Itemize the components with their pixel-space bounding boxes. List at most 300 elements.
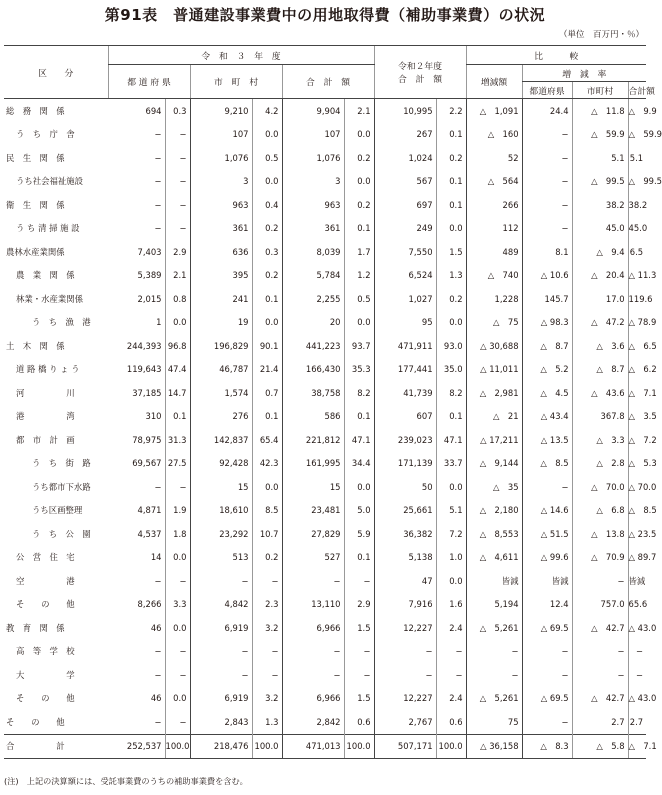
cell-value: 0.2 — [344, 146, 374, 170]
cell-value: 1 — [156, 317, 162, 328]
cell-value: 6,524 — [374, 264, 436, 288]
cell-value: 0.0 — [344, 123, 374, 147]
header-prefecture: 都 道 府 県 — [108, 65, 190, 99]
cell-value: 47.1 — [436, 428, 466, 452]
cell-value: 0.0 — [252, 170, 282, 194]
table-row — [4, 405, 646, 429]
cell-value: 45.0 — [572, 217, 628, 241]
cell-value: − — [572, 569, 628, 593]
cell-value: 218,476 — [190, 734, 252, 759]
cell-value: 7,403 — [137, 246, 162, 257]
cell-value: 12,227 — [374, 687, 436, 711]
cell-value: − — [522, 146, 572, 170]
header-compare: 比 較 — [466, 46, 646, 65]
cell-value: − — [628, 663, 646, 687]
cell-value: 361 — [282, 217, 344, 241]
cell-value: 0.3 — [165, 99, 190, 123]
cell-value: − — [165, 193, 190, 217]
cell-value: 249 — [374, 217, 436, 241]
cell-value: 4.2 — [252, 99, 282, 123]
row-label: う ち 公 園 — [32, 528, 91, 539]
cell-value: 0.0 — [165, 546, 190, 570]
cell-value: − — [154, 176, 162, 187]
header-category: 区 分 — [4, 46, 108, 99]
table-row — [4, 593, 646, 617]
cell-value: 0.1 — [436, 123, 466, 147]
cell-value: 5.1 — [572, 146, 628, 170]
row-label: うち社会福祉施設 — [16, 176, 83, 187]
row-label: 港 湾 — [16, 411, 75, 422]
cell-value: 41,739 — [374, 381, 436, 405]
cell-value: 0.4 — [252, 193, 282, 217]
cell-value: 119.6 — [628, 287, 646, 311]
cell-value: 489 — [466, 240, 522, 264]
table-row — [4, 734, 646, 759]
cell-value: 0.2 — [344, 193, 374, 217]
cell-value: 2.7 — [572, 710, 628, 734]
table-row — [4, 217, 646, 241]
cell-value: 1,574 — [190, 381, 252, 405]
cell-value: − — [282, 663, 344, 687]
cell-value: △ 11.3 — [628, 264, 646, 288]
cell-value: 244,393 — [126, 340, 162, 351]
cell-value: 2,015 — [137, 293, 162, 304]
cell-value: △ 9.9 — [628, 99, 646, 123]
cell-value: 皆減 — [466, 569, 522, 593]
cell-value: − — [374, 663, 436, 687]
cell-value: 0.0 — [436, 217, 466, 241]
cell-value: 1.2 — [344, 264, 374, 288]
cell-value: 45.0 — [628, 217, 646, 241]
cell-value: − — [628, 640, 646, 664]
cell-value: 36,382 — [374, 522, 436, 546]
cell-value: △ 69.5 — [522, 616, 572, 640]
cell-value: 0.0 — [165, 616, 190, 640]
cell-value: 0.2 — [436, 287, 466, 311]
cell-value: △ 3.6 — [572, 334, 628, 358]
cell-value: 10,995 — [374, 99, 436, 123]
cell-value: − — [522, 123, 572, 147]
cell-value: 2.1 — [344, 99, 374, 123]
cell-value: 3 — [190, 170, 252, 194]
cell-value: 0.5 — [252, 146, 282, 170]
cell-value: △ 13.5 — [522, 428, 572, 452]
cell-value: 1.3 — [436, 264, 466, 288]
cell-value: − — [466, 663, 522, 687]
cell-value: − — [165, 640, 190, 664]
cell-value: 239,023 — [374, 428, 436, 452]
cell-value: △ 564 — [466, 170, 522, 194]
cell-value: 252,537 — [108, 734, 165, 759]
cell-value: 38.2 — [628, 193, 646, 217]
cell-value: − — [154, 152, 162, 163]
cell-value: 367.8 — [572, 405, 628, 429]
cell-value: △ 59.9 — [572, 123, 628, 147]
cell-value: △ 5,261 — [466, 687, 522, 711]
cell-value: 23,481 — [282, 499, 344, 523]
cell-value: △ 5.2 — [522, 358, 572, 382]
cell-value: − — [165, 146, 190, 170]
cell-value: 35.0 — [436, 358, 466, 382]
header-r2-line2: 合 計 額 — [398, 75, 443, 85]
row-label: 土 木 関 係 — [6, 340, 65, 351]
cell-value: 38.2 — [572, 193, 628, 217]
cell-value: − — [190, 663, 252, 687]
cell-value: 161,995 — [282, 452, 344, 476]
row-label: 教 育 関 係 — [6, 622, 65, 633]
table-row — [4, 99, 646, 123]
table-row — [4, 264, 646, 288]
cell-value: 107 — [190, 123, 252, 147]
cell-value: 47 — [374, 569, 436, 593]
cell-value: 6,966 — [282, 616, 344, 640]
table-body — [4, 99, 662, 759]
cell-value: 9,210 — [190, 99, 252, 123]
table-row — [4, 663, 646, 687]
cell-value: 0.6 — [344, 710, 374, 734]
cell-value: 276 — [190, 405, 252, 429]
cell-value: − — [572, 640, 628, 664]
cell-value: 0.1 — [252, 287, 282, 311]
cell-value: 5,389 — [137, 270, 162, 281]
row-label: 河 川 — [16, 387, 75, 398]
table-row — [4, 428, 646, 452]
cell-value: 963 — [282, 193, 344, 217]
cell-value: 100.0 — [344, 734, 374, 759]
cell-value: △ 78.9 — [628, 311, 646, 335]
cell-value: 2.3 — [252, 593, 282, 617]
cell-value: 2.9 — [344, 593, 374, 617]
cell-value: 119,643 — [126, 364, 162, 375]
cell-value: 0.7 — [252, 381, 282, 405]
cell-value: − — [522, 710, 572, 734]
cell-value: △ 99.5 — [572, 170, 628, 194]
cell-value: − — [374, 640, 436, 664]
cell-value: 21.4 — [252, 358, 282, 382]
cell-value: 0.0 — [344, 311, 374, 335]
cell-value: 0.1 — [436, 193, 466, 217]
cell-value: △ 11,011 — [466, 358, 522, 382]
cell-value: 1.6 — [436, 593, 466, 617]
cell-value: △ 43.4 — [522, 405, 572, 429]
cell-value: 3.2 — [252, 616, 282, 640]
cell-value: △ 8.3 — [522, 734, 572, 759]
cell-value: △ 35 — [466, 475, 522, 499]
table-row — [4, 240, 646, 264]
cell-value: 4,537 — [137, 528, 162, 539]
cell-value: 513 — [190, 546, 252, 570]
cell-value: 10.7 — [252, 522, 282, 546]
cell-value: 69,567 — [132, 458, 162, 469]
table-row — [4, 311, 646, 335]
cell-value: △ 70.0 — [572, 475, 628, 499]
cell-value: △ 5.8 — [572, 734, 628, 759]
cell-value: 46,787 — [190, 358, 252, 382]
cell-value: 0.5 — [344, 287, 374, 311]
table-row — [4, 452, 646, 476]
cell-value: 65.6 — [628, 593, 646, 617]
cell-value: 5,194 — [466, 593, 522, 617]
row-label: そ の 他 — [16, 693, 75, 704]
header-total: 合 計 額 — [282, 65, 374, 99]
cell-value: 12.4 — [522, 593, 572, 617]
cell-value: 95 — [374, 311, 436, 335]
cell-value: 4,842 — [190, 593, 252, 617]
cell-value: 145.7 — [522, 287, 572, 311]
cell-value: 2,767 — [374, 710, 436, 734]
cell-value: 0.6 — [436, 710, 466, 734]
table-row — [4, 710, 646, 734]
cell-value: △ 1,091 — [466, 99, 522, 123]
cell-value: △ 8.7 — [572, 358, 628, 382]
cell-value: − — [522, 170, 572, 194]
cell-value: − — [522, 193, 572, 217]
cell-value: △ 10.6 — [522, 264, 572, 288]
table-row — [4, 170, 646, 194]
cell-value: 0.1 — [344, 217, 374, 241]
cell-value: 441,223 — [282, 334, 344, 358]
row-label: う ち 街 路 — [32, 458, 91, 469]
cell-value: 471,013 — [282, 734, 344, 759]
cell-value: 100.0 — [252, 734, 282, 759]
cell-value: 2.2 — [436, 99, 466, 123]
cell-value: △ 6.8 — [572, 499, 628, 523]
cell-value: 2,255 — [282, 287, 344, 311]
cell-value: 1.0 — [436, 546, 466, 570]
cell-value: 166,430 — [282, 358, 344, 382]
cell-value: 19 — [190, 311, 252, 335]
cell-value: △ 14.6 — [522, 499, 572, 523]
cell-value: 46 — [150, 622, 162, 633]
cell-value: 0.0 — [436, 475, 466, 499]
cell-value: △ 4,611 — [466, 546, 522, 570]
cell-value: 196,829 — [190, 334, 252, 358]
cell-value: 0.0 — [252, 475, 282, 499]
header-rate-muni: 市町村 — [572, 82, 628, 99]
cell-value: − — [466, 640, 522, 664]
cell-value: 38,758 — [282, 381, 344, 405]
cell-value: △ 59.9 — [628, 123, 646, 147]
cell-value: 14 — [150, 552, 162, 563]
cell-value: 6,966 — [282, 687, 344, 711]
cell-value: 52 — [466, 146, 522, 170]
cell-value: △ 3.5 — [628, 405, 646, 429]
cell-value: − — [344, 663, 374, 687]
cell-value: 567 — [374, 170, 436, 194]
cell-value: 8.2 — [344, 381, 374, 405]
cell-value: 0.2 — [252, 217, 282, 241]
row-label: 民 生 関 係 — [6, 152, 65, 163]
cell-value: − — [344, 640, 374, 664]
cell-value: △ 36,158 — [466, 734, 522, 759]
cell-value: 37,185 — [132, 387, 162, 398]
cell-value: △ 20.4 — [572, 264, 628, 288]
row-label: 公 営 住 宅 — [16, 552, 75, 563]
cell-value: △ 7.2 — [628, 428, 646, 452]
cell-value: 107 — [282, 123, 344, 147]
row-label: うち都市下水路 — [32, 481, 91, 492]
table-row — [4, 358, 646, 382]
cell-value: 694 — [145, 105, 162, 116]
cell-value: △ 8.5 — [628, 499, 646, 523]
cell-value: 1,027 — [374, 287, 436, 311]
cell-value: △ 8.7 — [522, 334, 572, 358]
cell-value: 6.5 — [628, 240, 646, 264]
table-row — [4, 381, 646, 405]
header-r2-line1: 令和２年度 — [398, 62, 443, 72]
page-title: 第91表 普通建設事業費中の用地取得費（補助事業費）の状況 — [104, 6, 546, 24]
row-label: 合 計 — [4, 734, 108, 759]
cell-value: − — [154, 481, 162, 492]
cell-value: △ 17,211 — [466, 428, 522, 452]
cell-value: 1,076 — [282, 146, 344, 170]
cell-value: 24.4 — [522, 99, 572, 123]
header-diff: 増減額 — [466, 65, 522, 99]
cell-value: 0.0 — [344, 170, 374, 194]
cell-value: △ 98.3 — [522, 311, 572, 335]
cell-value: 2.1 — [165, 264, 190, 288]
row-label: 道 路 橋 り ょ う — [16, 364, 80, 375]
cell-value: 0.0 — [165, 687, 190, 711]
cell-value: − — [522, 475, 572, 499]
cell-value: 17.0 — [572, 287, 628, 311]
cell-value: △ 8,553 — [466, 522, 522, 546]
cell-value: 8,266 — [137, 599, 162, 610]
header-r2 — [374, 46, 466, 99]
cell-value: − — [522, 217, 572, 241]
cell-value: 96.8 — [165, 334, 190, 358]
cell-value: 241 — [190, 287, 252, 311]
cell-value: − — [154, 129, 162, 140]
cell-value: 0.0 — [344, 475, 374, 499]
cell-value: 3.2 — [252, 687, 282, 711]
cell-value: 3 — [282, 170, 344, 194]
cell-value: 1,076 — [190, 146, 252, 170]
cell-value: − — [165, 170, 190, 194]
cell-value: − — [165, 710, 190, 734]
table-row — [4, 640, 646, 664]
cell-value: 607 — [374, 405, 436, 429]
cell-value: 15 — [282, 475, 344, 499]
cell-value: − — [154, 223, 162, 234]
cell-value: 14.7 — [165, 381, 190, 405]
cell-value: 35.3 — [344, 358, 374, 382]
table-row — [4, 287, 646, 311]
cell-value: − — [165, 475, 190, 499]
cell-value: 9,904 — [282, 99, 344, 123]
table-row — [4, 334, 646, 358]
cell-value: 47.1 — [344, 428, 374, 452]
cell-value: 0.1 — [344, 546, 374, 570]
cell-value: 100.0 — [436, 734, 466, 759]
cell-value: △ 42.7 — [572, 687, 628, 711]
cell-value: △ 2,981 — [466, 381, 522, 405]
cell-value: − — [165, 217, 190, 241]
cell-value: 12,227 — [374, 616, 436, 640]
cell-value: 2.4 — [436, 687, 466, 711]
cell-value: − — [252, 663, 282, 687]
cell-value: 31.3 — [165, 428, 190, 452]
cell-value: 78,975 — [132, 434, 162, 445]
cell-value: 18,610 — [190, 499, 252, 523]
cell-value: − — [344, 569, 374, 593]
cell-value: △ 43.0 — [628, 687, 646, 711]
cell-value: △ 89.7 — [628, 546, 646, 570]
cell-value: 46 — [150, 693, 162, 704]
cell-value: △ 70.0 — [628, 475, 646, 499]
header-rate: 増 減 率 — [522, 65, 646, 82]
cell-value: 47.4 — [165, 358, 190, 382]
cell-value: 0.1 — [436, 170, 466, 194]
cell-value: 697 — [374, 193, 436, 217]
cell-value: 5.1 — [628, 146, 646, 170]
cell-value: △ 5,261 — [466, 616, 522, 640]
cell-value: − — [154, 199, 162, 210]
cell-value: 177,441 — [374, 358, 436, 382]
footnote: (注) 上記の決算額には、受託事業費のうちの補助事業費を含む。 — [4, 776, 248, 786]
cell-value: △ 6.2 — [628, 358, 646, 382]
cell-value: 2,843 — [190, 710, 252, 734]
cell-value: 75 — [466, 710, 522, 734]
cell-value: 1,024 — [374, 146, 436, 170]
cell-value: 2,842 — [282, 710, 344, 734]
cell-value: − — [436, 640, 466, 664]
cell-value: 395 — [190, 264, 252, 288]
table-row — [4, 569, 646, 593]
cell-value: △ 43.6 — [572, 381, 628, 405]
cell-value: 361 — [190, 217, 252, 241]
cell-value: 471,911 — [374, 334, 436, 358]
row-label: 衛 生 関 係 — [6, 199, 65, 210]
row-label: 空 港 — [16, 575, 75, 586]
cell-value: 23,292 — [190, 522, 252, 546]
cell-value: 3.3 — [165, 593, 190, 617]
cell-value: 0.8 — [165, 287, 190, 311]
cell-value: △ 3.3 — [572, 428, 628, 452]
cell-value: 0.0 — [252, 311, 282, 335]
cell-value: 90.1 — [252, 334, 282, 358]
cell-value: 5.1 — [436, 499, 466, 523]
cell-value: − — [154, 716, 162, 727]
cell-value: 7,550 — [374, 240, 436, 264]
cell-value: △ 13.8 — [572, 522, 628, 546]
cell-value: 142,837 — [190, 428, 252, 452]
cell-value: 0.1 — [252, 405, 282, 429]
cell-value: − — [522, 663, 572, 687]
row-label: 高 等 学 校 — [16, 646, 75, 657]
cell-value: △ 7.1 — [628, 381, 646, 405]
cell-value: 13,110 — [282, 593, 344, 617]
table-row — [4, 616, 646, 640]
cell-value: △ 75 — [466, 311, 522, 335]
cell-value: △ 47.2 — [572, 311, 628, 335]
header-rate-pref: 都道府県 — [522, 82, 572, 99]
cell-value: − — [165, 663, 190, 687]
cell-value: 2.9 — [165, 240, 190, 264]
cell-value: 0.0 — [436, 569, 466, 593]
cell-value: 8.2 — [436, 381, 466, 405]
table-row — [4, 123, 646, 147]
cell-value: 221,812 — [282, 428, 344, 452]
cell-value: 1,228 — [466, 287, 522, 311]
cell-value: 5.0 — [344, 499, 374, 523]
cell-value: 112 — [466, 217, 522, 241]
cell-value: 310 — [145, 411, 162, 422]
cell-value: 8.5 — [252, 499, 282, 523]
cell-value: 267 — [374, 123, 436, 147]
cell-value: 1.5 — [344, 687, 374, 711]
cell-value: 266 — [466, 193, 522, 217]
